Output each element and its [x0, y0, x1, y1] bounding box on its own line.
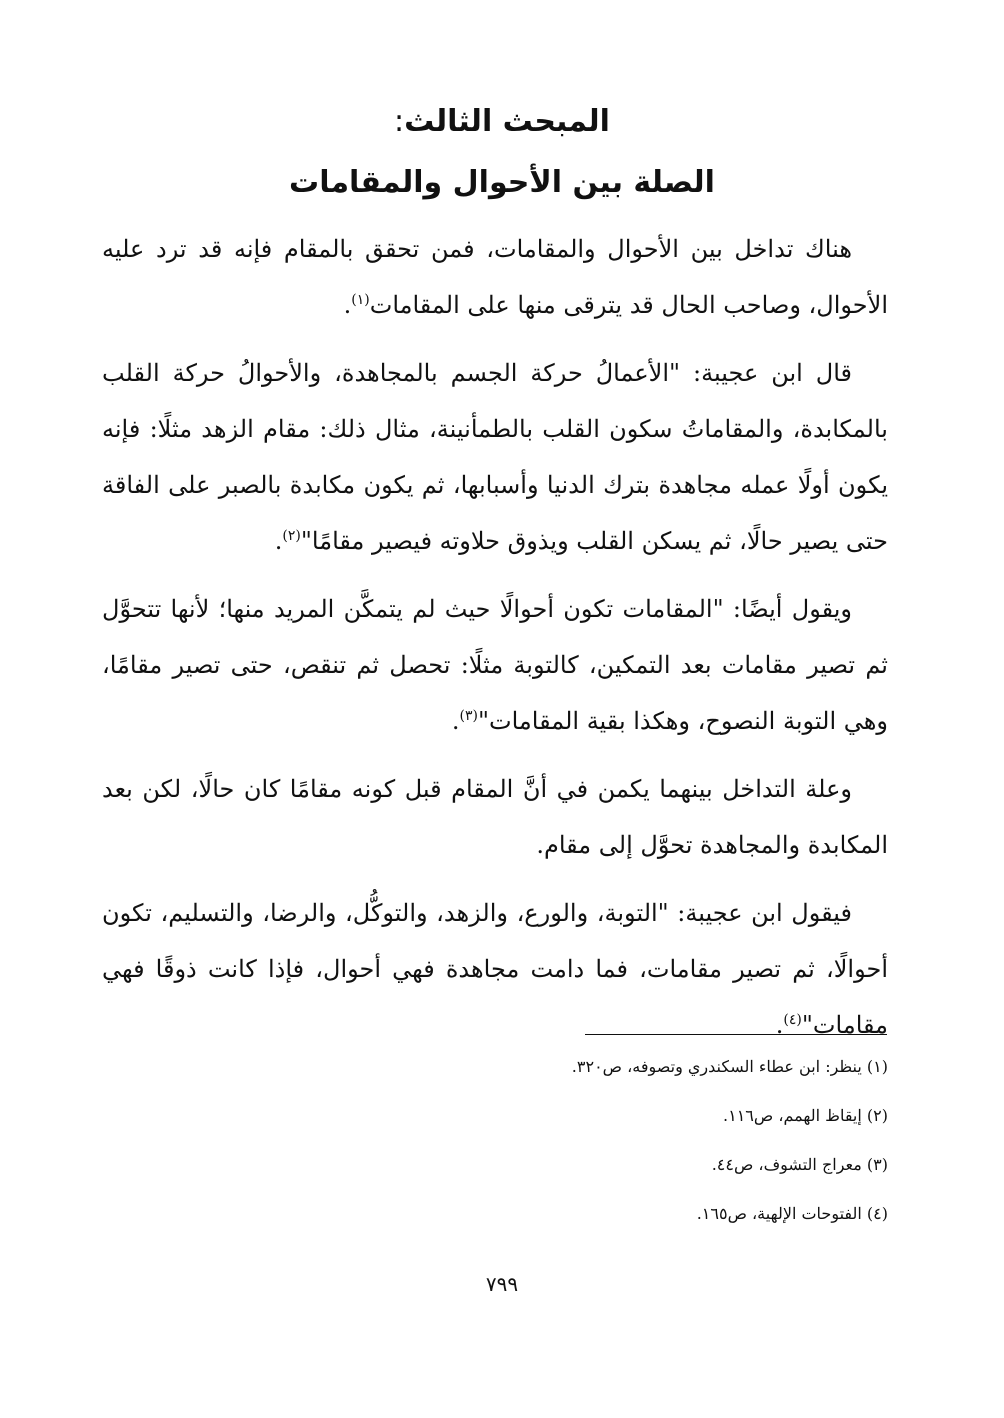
page-number: ٧٩٩	[485, 1272, 519, 1296]
footnotes	[102, 1050, 888, 1246]
paragraph	[102, 221, 888, 333]
section-title: الصلة بين الأحوال والمقامات	[289, 165, 715, 200]
paragraph-end: .	[274, 527, 283, 555]
paragraph-end: .	[451, 707, 460, 735]
footnote: (٣) معراج التشوف، ص٤٤.	[711, 1155, 888, 1174]
footnote: (٤) الفتوحات الإلهية، ص١٦٥.	[696, 1204, 888, 1223]
paragraph-text: هناك تداخل بين الأحوال والمقامات، فمن تحقق بالمقام فإنه قد ترد عليه الأحوال، وصاحب الحال قد يترقى منها على المقامات	[102, 235, 888, 319]
footnote-separator	[585, 1034, 887, 1035]
footnote-reference: (١)	[351, 292, 370, 308]
body-text	[102, 221, 888, 1065]
footnote-reference: (٤)	[783, 1012, 802, 1028]
section-heading-colon: :	[394, 104, 405, 139]
section-heading-text: المبحث الثالث	[404, 104, 610, 139]
footnote-reference: (٣)	[459, 708, 478, 724]
footnote: (٢) إيقاظ الهمم، ص١١٦.	[723, 1106, 888, 1125]
paragraph-text: ويقول أيضًا: "المقامات تكون أحوالًا حيث لم يتمكَّن المريد منها؛ لأنها تتحوَّل ثم تصير مقامات بعد التمكين، كالتوبة مثلًا: تحصل ثم تنقص، حتى تصير مقامًا، وهي التوبة النصوح، وهكذا بقية المقامات"	[102, 595, 888, 735]
paragraph-end: .	[775, 1011, 784, 1039]
paragraph	[102, 581, 888, 749]
paragraph-text: فيقول ابن عجيبة: "التوبة، والورع، والزهد، والتوكُّل، والرضا، والتسليم، تكون أحوالًا، ثم تصير مقامات، فما دامت مجاهدة فهي أحوال، فإذا كانت ذوقًا فهي مقامات"	[102, 899, 888, 1039]
footnote-reference: (٢)	[282, 528, 301, 544]
paragraph	[102, 345, 888, 569]
paragraph	[102, 885, 888, 1053]
paragraph-end: .	[343, 291, 352, 319]
paragraph	[102, 761, 888, 873]
paragraph-text: وعلة التداخل بينهما يكمن في أنَّ المقام قبل كونه مقامًا كان حالًا، لكن بعد المكابدة والمجاهدة تحوَّل إلى مقام.	[102, 775, 888, 859]
paragraph-text: قال ابن عجيبة: "الأعمالُ حركة الجسم بالمجاهدة، والأحوالُ حركة القلب بالمكابدة، والمقاماتُ سكون القلب بالطمأنينة، مثال ذلك: مقام الزهد مثلًا: فإنه يكون أولًا عمله مجاهدة بترك الدنيا وأسبابها، ثم يكون مكابدة بالصبر على الفاقة حتى يصير حالًا، ثم يسكن القلب ويذوق حلاوته فيصير مقامًا"	[102, 359, 888, 555]
section-heading	[0, 102, 1004, 142]
footnote: (١) ينظر: ابن عطاء السكندري وتصوفه، ص٣٢٠.	[571, 1057, 888, 1076]
